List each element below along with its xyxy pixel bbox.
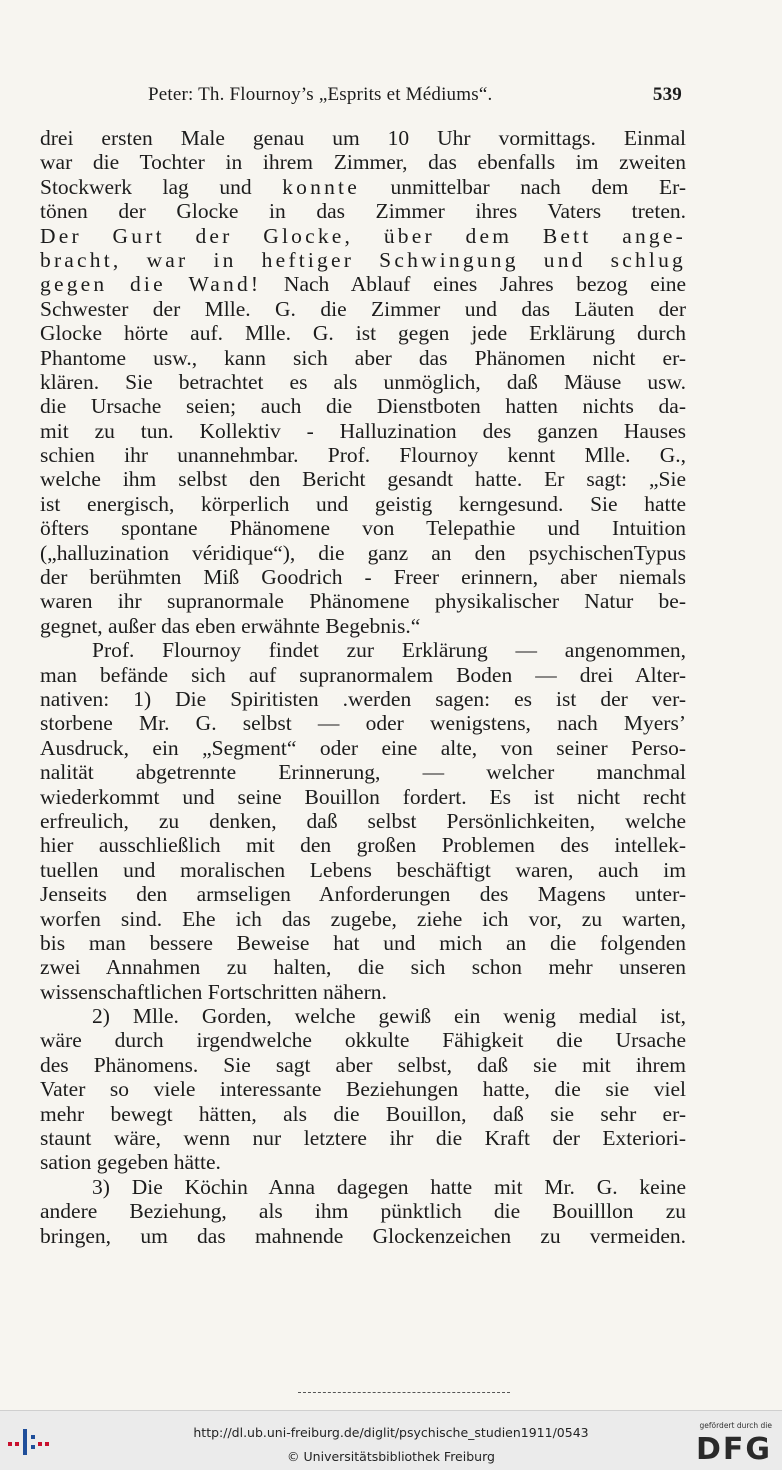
text-line [40,272,686,296]
text-line: bringen, um das mahnende Glockenzeichen zu vermeiden. [40,1223,686,1248]
text-line: bis man bessere Beweise hat und mich an die folgenden [40,930,686,955]
text-line: hier ausschließlich mit den großen Problemen des intellek- [40,833,686,858]
text-line: die Ursache seien; auch die Dienstboten hatten nichts da- [40,394,686,419]
text-word: dem [591,174,629,199]
text-word: unmittelbar [390,174,490,199]
dfg-logo-icon [696,1431,772,1463]
text-word: bezog [576,272,628,297]
text-word: lag [162,174,189,199]
text-line: Ausdruck, ein „Segment“ oder eine alte, von seiner Perso- [40,735,686,760]
text-line: Prof. Flournoy findet zur Erklärung — angenommen, [92,638,686,663]
text-line: wissenschaftlichen Fortschritten nähern. [40,979,387,1004]
text-line: andere Beziehung, als ihm pünktlich die Bouilllon zu [40,1199,686,1224]
text-line: („halluzination véridique“), die ganz an den psychischenTypus [40,540,686,565]
spaced-emphasis: bracht, war in heftiger Schwingung und schlug [40,247,686,272]
text-line [40,248,686,272]
footer-bar [0,1410,782,1470]
text-line: ist energisch, körperlich und geistig kerngesund. Sie hatte [40,491,686,516]
text-word: Ablauf [350,272,411,297]
text-line: wiederkommt und seine Bouillon fordert. Es ist nicht recht [40,784,686,809]
text-line: man befände sich auf supranormalem Boden — drei Alter- [40,662,686,687]
text-line: tuellen und moralischen Lebens beschäftigt waren, auch im [40,857,686,882]
text-line: der berühmten Miß Goodrich - Freer erinnern, aber niemals [40,565,686,590]
text-line: staunt wäre, wenn nur letztere ihr die Kraft der Exteriori- [40,1126,686,1151]
text-line: mehr bewegt hätten, als die Bouillon, daß sie sehr er- [40,1101,686,1126]
text-line: sation gegeben hätte. [40,1150,221,1175]
text-line: zwei Annahmen zu halten, die sich schon mehr unseren [40,955,686,980]
text-word: Er- [659,174,686,199]
text-line: tönen der Glocke in das Zimmer ihres Vaters treten. [40,199,686,224]
text-line [40,224,686,248]
text-line: nativen: 1) Die Spiritisten .werden sagen: es ist der ver- [40,686,686,711]
text-line: war die Tochter in ihrem Zimmer, das ebenfalls im zweiten [40,150,686,175]
bottom-rule [298,1392,510,1394]
body-text [40,126,686,1248]
text-line: waren ihr supranormale Phänomene physikalischer Natur be- [40,589,686,614]
dfg-caption: gefördert durch die [699,1421,772,1430]
text-word: Jahres [499,272,554,297]
source-url-link[interactable]: http://dl.ub.uni-freiburg.de/diglit/psychische_studien1911/0543 [193,1425,589,1440]
text-line: wäre durch irgendwelche okkulte Fähigkeit die Ursache [40,1028,686,1053]
text-word: nach [520,174,561,199]
text-line: schien ihr unannehmbar. Prof. Flournoy kennt Mlle. G., [40,443,686,468]
svg-text:DFG: DFG [696,1432,772,1463]
text-line: nalität abgetrennte Erinnerung, — welcher manchmal [40,760,686,785]
text-line: 2) Mlle. Gorden, welche gewiß ein wenig medial ist, [92,1004,686,1029]
text-word: Nach [283,272,330,297]
text-line: Phantome usw., kann sich aber das Phänomen nicht er- [40,345,686,370]
text-line: erfreulich, zu denken, daß selbst Persönlichkeiten, welche [40,808,686,833]
text-word: eines [433,272,478,297]
text-line: gegnet, außer das eben erwähnte Begebnis.“ [40,613,421,638]
page-number: 539 [652,84,682,105]
text-line: 3) Die Köchin Anna dagegen hatte mit Mr. G. keine [92,1174,686,1199]
text-line: öfters spontane Phänomene von Telepathie und Intuition [40,516,686,541]
spaced-emphasis: Der Gurt der Glocke, über dem Bett ange- [40,223,686,248]
text-word: Stockwerk [40,174,132,199]
spaced-emphasis: konnte [282,174,360,199]
text-line: welche ihm selbst den Bericht gesandt hatte. Er sagt: „Sie [40,467,686,492]
text-line: klären. Sie betrachtet es als unmöglich, daß Mäuse usw. [40,369,686,394]
text-line: Schwester der Mlle. G. die Zimmer und das Läuten der [40,296,686,321]
text-line: mit zu tun. Kollektiv - Halluzination des ganzen Hauses [40,418,686,443]
spaced-emphasis: Wand! [188,272,262,297]
text-line: storbene Mr. G. selbst — oder wenigstens, nach Myers’ [40,711,686,736]
text-line: Jenseits den armseligen Anforderungen des Magens unter- [40,882,686,907]
text-line: drei ersten Male genau um 10 Uhr vormittags. Einmal [40,126,686,150]
running-title: Peter: Th. Flournoy’s „Esprits et Médiums“. [148,84,493,105]
text-line: Glocke hörte auf. Mlle. G. ist gegen jede Erklärung durch [40,321,686,346]
text-line: Vater so viele interessante Beziehungen hatte, die sie viel [40,1077,686,1102]
spaced-emphasis: die [129,272,166,297]
spaced-emphasis: gegen [40,272,108,297]
text-word: und [219,174,252,199]
text-line: des Phänomens. Sie sagt aber selbst, daß sie mit ihrem [40,1052,686,1077]
text-line [40,175,686,199]
text-word: eine [650,272,686,297]
copyright-text: © Universitätsbibliothek Freiburg [287,1449,495,1464]
text-line: worfen sind. Ehe ich das zugebe, ziehe ich vor, zu warten, [40,906,686,931]
